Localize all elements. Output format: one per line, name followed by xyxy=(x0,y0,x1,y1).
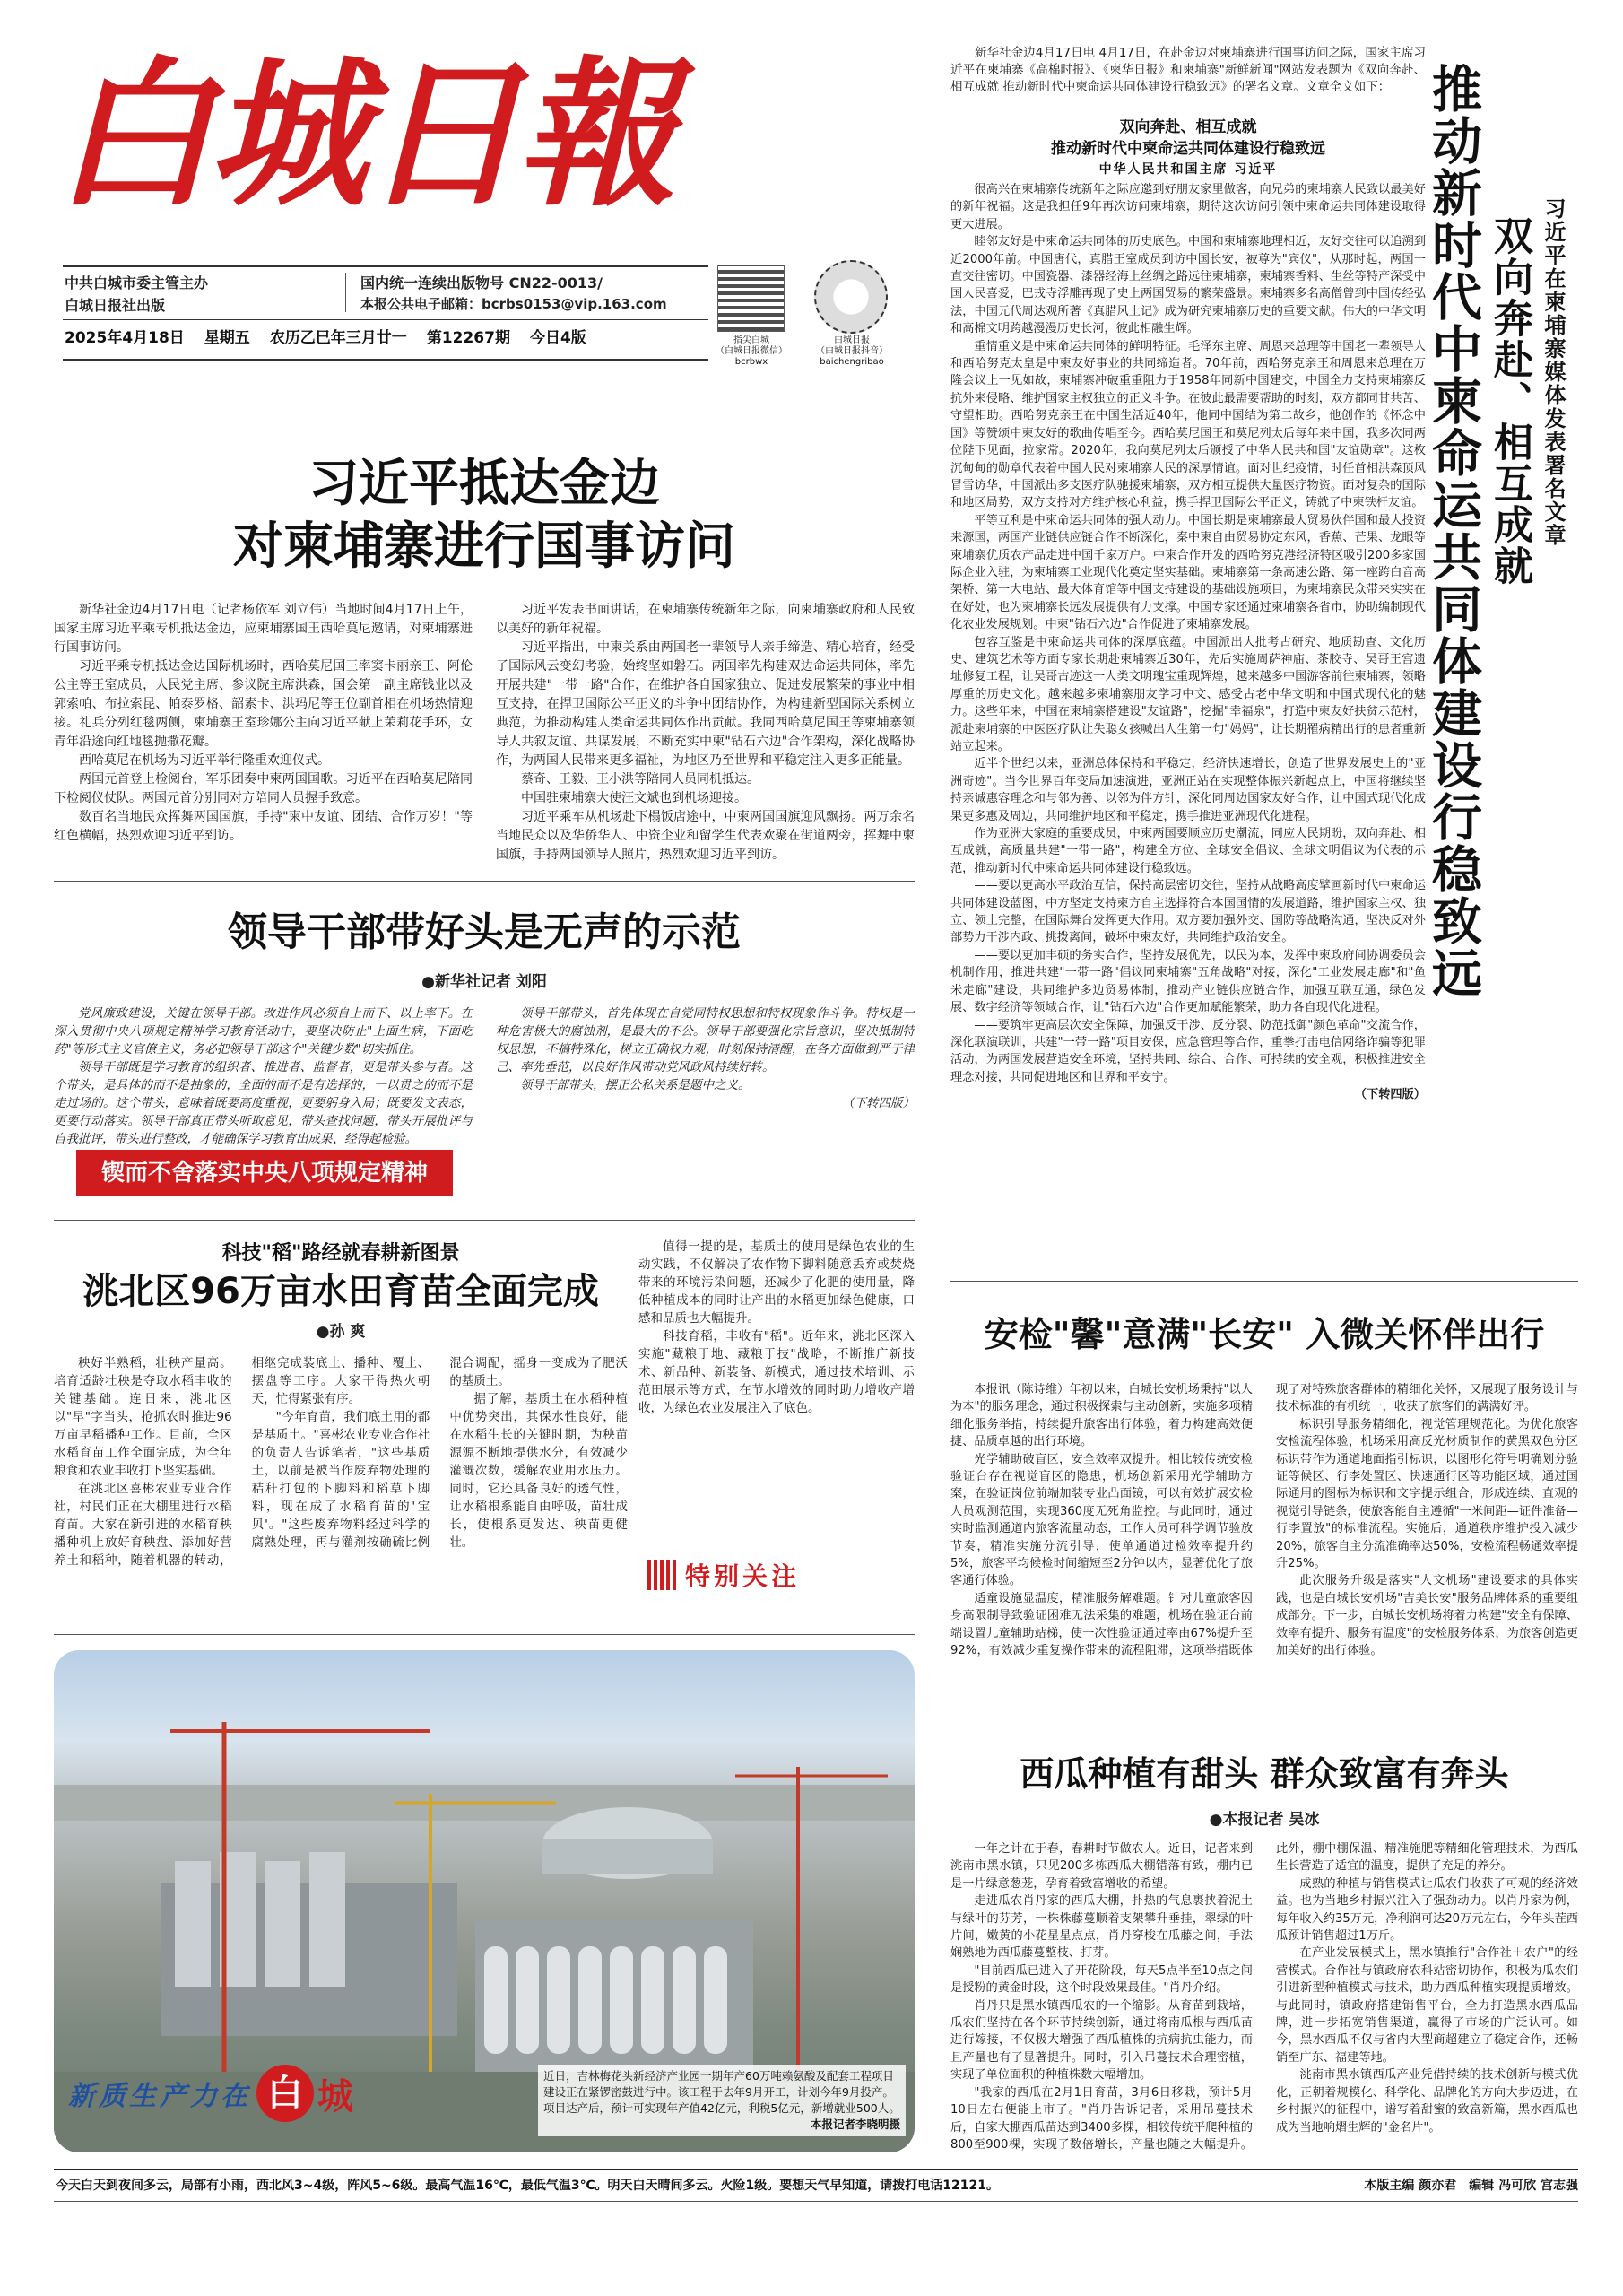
commentary-body: 党风廉政建设，关键在领导干部。改进作风必须自上而下、以上率下。在深入贯彻中央八项规定精神学习教育活动中，要坚决防止"上面生病，下面吃药"等形式主义官僚主义，务必把领导干部这个"关键少数"切实抓住。 领导干部既是学习教育的组织者、推进者、监督者，更是带头参与者。这个带头，是具体的而不是抽象的，全面的而不是有选择的，一以贯之的而不是走过场的。这个带头，意味着既要高度重视，更要躬身入局；既要发文表态，更要行动落实。领导干部真正带头听取意见，带头查找问题，带头开展批评与自我批评，带头进行整改，才能确保学习教育出成果、经得起检验。 领导干部带头，首先体现在自觉同特权思想和特权现象作斗争。特权是一种危害极大的腐蚀剂，是最大的不公。领导干部要强化宗旨意识，坚决抵制特权思想，不搞特殊化，树立正确权力观，时刻保持清醒，在各方面做到严于律己、率先垂范，以良好作风带动党风政风持续好转。 领导干部带头，摆正公私关系是题中之义。 （下转四版） xyxy=(54,1006,915,1146)
lead-headline-line-2: 对柬埔寨进行国事访问 xyxy=(233,517,735,576)
industrial-photo xyxy=(54,1650,915,2152)
safety-headline: 安检"馨"意满"长安" 入微关怀伴出行 xyxy=(984,1315,1545,1354)
agri-kicker: 科技"稻"路经就春耕新图景 xyxy=(221,1242,460,1265)
masthead xyxy=(0,0,928,386)
editors-line: 本版主编 颜亦君 编辑 冯可欣 宫志强 xyxy=(1364,2179,1578,2193)
column-banner: 锲而不舍落实中央八项规定精神 xyxy=(76,1150,453,1196)
lead-body: 新华社金边4月17日电（记者杨依军 刘立伟）当地时间4月17日上午，国家主席习近平乘专机抵达金边，应柬埔寨国王西哈莫尼邀请，对柬埔寨进行国事访问。 习近平乘专机抵达金边国际机场时，西哈莫尼国王率窦卡丽亲王、阿伦公主等王室成员，人民党主席、参议院主席洪森，国会第一副主席钱业以及郭索帕、布拉索昆、帕泰罗格、韶素卡、洪玛尼等王位副首相在机场热情迎接。礼兵分列红毯两侧，柬埔寨王室珍娜公主向习近平献上茉莉花手环，女青年沿途向红地毯抛撒花瓣。 西哈莫尼在机场为习近平举行隆重欢迎仪式。 两国元首登上检阅台，军乐团奏中柬两国国歌。习近平在西哈莫尼陪同下检阅仪仗队。两国元首分别同对方陪同人员握手致意。 数百名当地民众挥舞两国国旗，手持"柬中友谊、团结、合作万岁！"等红色横幅，热烈欢迎习近平到访。 习近平发表书面讲话，在柬埔寨传统新年之际，向柬埔寨政府和人民致以美好的新年祝福。 习近平指出，中柬关系由两国老一辈领导人亲手缔造、精心培育，经受了国际风云变幻考验，始终坚如磐石。两国率先构建双边命运共同体，率先开展共建"一带一路"合作，在维护各自国家独立、促进发展繁荣的事业中相互支持，在捍卫国际公平正义的斗争中团结协作，为构建新型国际关系树立典范，为推动构建人类命运共同体作出贡献。我同西哈莫尼国王等柬埔寨领导人共叙友谊、共谋发展，不断充实中柬"钻石六边"合作架构，深化战略协作，为两国人民带来更多福祉，为地区乃至世界和平稳定注入更多正能量。 蔡奇、王毅、王小洪等陪同人员同机抵达。 中国驻柬埔寨大使汪文斌也到机场迎接。 习近平乘车从机场赴下榻饭店途中，中柬两国国旗迎风飘扬。两万余名当地民众以及华侨华人、中资企业和留学生代表欢聚在街道两旁，挥舞中柬国旗，手持两国领导人照片，热烈欢迎习近平到访。 xyxy=(54,603,915,862)
lead-headline xyxy=(54,453,915,578)
safety-body: 本报讯（陈诗维）年初以来，白城长安机场秉持"以人为本"的服务理念，通过积极探索与主动创新，实施多项精细化服务举措，持续提升旅客出行体验，着力构建高效便捷、品质卓越的出行环境。 光学辅助破盲区，安全效率双提升。相比较传统安检验证台存在视觉盲区的隐患，机场创新采用光学辅助方案，在验证岗位前端加装专业凸面镜，可以有效扩展安检人员观测范围，实现360度无死角监控。与此同时，通过实时监测通道内旅客流量动态，工作人员可科学调节验放节奏，精准实施分流引导，使单通道过检效率提升约5%，旅客平均候检时间缩短至2分钟以内，显著优化了旅客通行体验。 适童设施显温度，精准服务解难题。针对儿童旅客因身高限制导致验证困难无法采集的难题，机场在验证台前端设置儿童辅助站梯，使一次性验证通过率由67%提升至92%，有效减少重复操作带来的流程阻滞，这项举措既体现了对特殊旅客群体的精细化关怀，又展现了服务设计与技术标准的有机统一，收获了旅客们的满满好评。 标识引导服务精细化，视觉管理规范化。为优化旅客安检流程体验，机场采用高反光材质制作的黄黑双色分区标识带作为通道地面指引标识，以图形化符号明确划分验证等候区、行李处置区、快速通行区等功能区域，通过国际通用的图标为标识和文字提示组合，形成连续、直观的视觉引导链条，使旅客能自主遵循"一米间距—证件准备—行李置放"的标准流程。实施后，通道秩序维护投入减少20%，旅客自主分流准确率达50%，安检流程畅通效率提升25%。 此次服务升级是落实"人文机场"建设要求的具体实践，也是白城长安机场"吉美长安"服务品牌体系的重要组成部分。下一步，白城长安机场将着力构建"安全有保障、效率有提升、服务有温度"的安检服务体系，为旅客创造更加美好的出行体验。 xyxy=(950,1383,1578,1658)
xi-article-main-title: 推动新时代中柬命运共同体建设行稳致远 xyxy=(1424,63,1482,999)
wechat-qr-caption: 指尖白城 （白城日报微信） bcrbwx xyxy=(716,335,787,367)
douyin-qr xyxy=(814,260,888,334)
special-tag: 特别关注 xyxy=(647,1553,854,1596)
commentary-headline: 领导干部带好头是无声的示范 xyxy=(228,909,741,955)
xi-article-kicker: 习近平在柬埔寨媒体发表署名文章 xyxy=(1541,197,1566,547)
issue-number: 第12267期 xyxy=(426,329,510,347)
issue-lunar: 农历乙巳年三月廿一 xyxy=(269,329,407,347)
xi-article-intro: 新华社金边4月17日电 4月17日，在赴金边对柬埔寨进行国事访问之际，国家主席习近平在柬埔寨《高棉时报》、《柬华日报》和柬埔寨"新鲜新闻"网站发表题为《双向奔赴、相互成就 推动新时代中柬命运共同体建设行稳致远》的署名文章。文章全文如下： xyxy=(950,46,1426,94)
photo-banner: 新质生产力在 白 城 xyxy=(68,2057,382,2129)
newspaper-logo: 白城日報 xyxy=(54,40,671,228)
issue-date: 2025年4月18日 xyxy=(65,329,185,347)
agri-byline: ●孙 爽 xyxy=(316,1323,366,1341)
xi-article-body: 很高兴在柬埔寨传统新年之际应邀到好朋友家里做客，向兄弟的柬埔寨人民致以最美好的新年祝福。这是我担任9年再次访问柬埔寨，期待这次访问引领中柬命运共同体建设取得更大进展。 睦邻友好是中柬命运共同体的历史底色。中国和柬埔寨地理相近，友好交往可以追溯到近2000年前。中国唐代，真腊王室成员到访中国长安，被尊为"宾仪"，从那时起，两国一直交往密切。中国瓷器、漆器经海上丝绸之路远往柬埔寨，柬埔寨香料、生丝等特产深受中国人民喜爱，巴戎寺浮雕再现了史上两国贸易的繁荣盛景。柬埔寨多名高僧曾到中国传经弘法，中国元代周达观所著《真腊风土记》成为研究柬埔寨历史的重要文献。伟大的中华文明和高棉文明跨越漫漫历史长河，彼此相融生辉。 重情重义是中柬命运共同体的鲜明特征。毛泽东主席、周恩来总理等中国老一辈领导人和西哈努克太皇是中柬友好事业的共同缔造者。70年前，西哈努克亲王和周恩来总理在万隆会议上一见如故，柬埔寨冲破重重阻力于1958年同新中国建交，中国全力支持柬埔寨反抗外来侵略、维护国家主权独立的正义斗争。在彼此最需要帮助的时刻，双方都同甘共苦、守望相助。西哈努克亲王在中国生活近40年，他同中国结为第二故乡，他创作的《怀念中国》等赞颂中柬友好的歌曲传唱至今。西哈莫尼国王和莫尼列太后每年来中国，我多次同两位陛下见面，拉家常。2020年，我向莫尼列太后颁授了中华人民共和国"友谊勋章"。这枚沉甸甸的勋章代表着中国人民对柬埔寨人民的深厚情谊。面对世纪疫情，时任首相洪森顶风冒雪访华，中国派出多支医疗队驰援柬埔寨，双方相互提供大量医疗物资。面对复杂的国际和地区局势，双方支持对方维护核心利益，携手捍卫国际公平正义，铸就了中柬铁杆友谊。 平等互利是中柬命运共同体的强大动力。中国长期是柬埔寨最大贸易伙伴国和最大投资来源国，两国产业链供应链合作不断深化，秦中柬自由贸易协定东风，香蕉、芒果、龙眼等柬埔寨优质农产品走进中国千家万户。中柬合作开发的西哈努克港经济特区吸引200多家国际企业入驻，为柬埔寨工业现代化奠定坚实基础。柬埔寨第一条高速公路、第一座跨白音高架桥、第一大电站、最大体育馆等中国支持建设的基础设施项目，为柬埔寨民众带来实实在在好处，也为柬埔寨长远发展提供有力支撑。中国专家还通过柬埔寨各省市，协助编制现代化农业发展规划。中柬"钻石六边"合作促进了柬埔寨发展。 包容互鉴是中柬命运共同体的深厚底蕴。中国派出大批考古研究、地质勘查、文化历史、建筑艺术等方面专家长期赴柬埔寨近30年，先后实施周萨神庙、茶胶寺、吴哥王宫遗址修复工程，让吴哥古迹这一人类文明瑰宝重现辉煌，越来越多中国游客前往柬埔寨，领略厚重的历史文化。越来越多柬埔寨朋友学习中文、感受古老中华文明和中国式现代化的魅力。这些年来，中国在柬埔寨搭建设"友谊路"，挖掘"幸福泉"，打造中柬友好扶贫示范村，派赴柬埔寨的中医医疗队让失聪女孩喊出人生第一句"妈妈"，让长期罹病精出行的患者重新站立起来。 近半个世纪以来，亚洲总体保持和平稳定，经济快速增长，创造了世界发展史上的"亚洲奇迹"。当今世界百年变局加速演进，亚洲正站在实现整体振兴新起点上，中国将继续坚持亲诚惠容理念和与邻为善、以邻为伴方针，深化同周边国家友好合作，让中国式现代化成果更多惠及周边，共同维护地区和平稳定，携手推进亚洲现代化进程。 作为亚洲大家庭的重要成员，中柬两国要顺应历史潮流，同应人民期盼，双向奔赴、相互成就，高质量共建"一带一路"，构建全方位、全球安全倡议、全球文明倡议为代表的示范，推动新时代中柬命运共同体建设行稳致远。 ——要以更高水平政治互信，保持高层密切交往，坚持从战略高度擘画新时代中柬命运共同体建设蓝图，中方坚定支持柬方自主选择符合本国国情的发展道路，维护国家主权、独立、领土完整，在国际舞台发挥更大作用。双方要加强外交、国防等战略沟通，坚决反对外部势力干涉内政、挑拨离间，破坏中柬友好，共同维护政治安全。 ——要以更加丰硕的务实合作，坚持发展优先，以民为本，发挥中柬政府间协调委员会机制作用，推进共建"一带一路"倡议同柬埔寨"五角战略"对接，深化"工业发展走廊"和"鱼米走廊"建设，共同维护多边贸易体制，推动产业链供应链合作，加强互联互通，绿色发展、数字经济等领域合作，让"钻石六边"合作更加赋能繁荣，助力各自现代化进程。 ——要筑牢更高层次安全保障，加强反干涉、反分裂、防范抵御"颜色革命"交流合作，深化联演联训，共建"一带一路"项目安保，应急管理等合作，重拳打击电信网络诈骗等犯罪活动，为两国发展营造安全环境，坚持共同、综合、合作、可持续的安全观，积极推进安全理念对接，共同促进地区和世界和平安宁。 （下转四版） xyxy=(950,183,1426,1102)
photo-caption: 近日，吉林梅花头新经济产业园一期年产60万吨赖氨酸及配套工程项目建设正在紧锣密鼓进行中。该工程于去年9月开工，计划今年9月投产。项目达产后，预计可实现年产值42亿元，利税5亿元，新增就业500人。 本报记者李晓明摄 xyxy=(538,2065,906,2136)
email-line: 本报公共电子邮箱：bcrbs0153@vip.163.com xyxy=(360,296,667,312)
issue-pages: 今日4版 xyxy=(529,329,586,347)
xi-article-subtitle: 双向奔赴、相互成就 xyxy=(1487,215,1532,587)
issue-weekday: 星期五 xyxy=(204,329,250,347)
date-bar xyxy=(65,325,710,353)
melon-byline: ●本报记者 吴冰 xyxy=(1209,1811,1320,1829)
agri-headline: 洮北区96万亩水田育苗全面完成 xyxy=(82,1271,599,1312)
xi-article-inner-title: 双向奔赴、相互成就 推动新时代中柬命运共同体建设行稳致远 中华人民共和国主席 习近平 xyxy=(1051,118,1325,177)
commentary-byline: ●新华社记者 刘阳 xyxy=(421,973,547,991)
publisher-line-2: 白城日报社出版 xyxy=(65,297,166,314)
wechat-qr xyxy=(717,265,785,332)
melon-body: 一年之计在于春，春耕时节做农人。近日，记者来到洮南市黑水镇，只见200多栋西瓜大棚错落有致，棚内已是一片绿意葱茏，孕育着致富增收的希望。 走进瓜农肖丹家的西瓜大棚，扑热的气息裹挟着泥土与绿叶的芬芳，一株株藤蔓顺着支架攀升垂挂，翠绿的叶片间，嫩黄的小花星星点点，肖丹穿梭在瓜藤之间，手法娴熟地为西瓜藤蔓整枝、打芽。 "目前西瓜已进入了开花阶段，每天5点半至10点之间是授粉的黄金时段，这个时段效果最佳。"肖丹介绍。 肖丹只是黑水镇西瓜农的一个缩影。从育苗到栽培，瓜农们坚持在各个环节持续创新，通过将南瓜根与西瓜苗进行嫁接，不仅极大增强了西瓜植株的抗病抗虫能力，而且产量也有了显著提升。同时，引入吊蔓技术合理密植，实现了单位面积的种植株数大幅增加。 "我家的西瓜在2月1日育苗，3月6日移栽，预计5月10日左右便能上市了。"肖丹告诉记者，采用吊蔓技术后，自家大棚西瓜苗达到3400多棵，相较传统平爬种植的800至900棵，实现了数倍增长，产量也随之大幅提升。此外，棚中棚保温、精准施肥等精细化管理技术，为西瓜生长营造了适宜的温度，提供了充足的养分。 成熟的种植与销售模式让瓜农们收获了可观的经济效益。也为当地乡村振兴注入了强劲动力。以肖丹家为例，每年收入约35万元，净利润可达20万元左右，今年头茬西瓜预计销售超过1万斤。 在产业发展模式上，黑水镇推行"合作社＋农户"的经营模式。合作社与镇政府农科站密切协作，积极为瓜农们引进新型种植模式与技术，助力西瓜种植实现提质增效。与此同时，镇政府搭建销售平台，全力打造黑水西瓜品牌，进一步拓宽销售渠道，赢得了市场的广泛认可。如今，黑水西瓜不仅与省内大型商超建立了稳定合作，还畅销至广东、福建等地。 洮南市黑水镇西瓜产业凭借持续的技术创新与模式优化，正朝着规模化、科学化、品牌化的方向大步迈进，在乡村振兴的征程中，谱写着甜蜜的致富新篇，黑水西瓜也成为当地响熠生辉的"金名片"。 xyxy=(950,1842,1578,2152)
douyin-qr-caption: 白城日报 （白城日报抖音） baichengribao xyxy=(816,335,888,367)
agri-body: 秧好半熟稻，壮秧产量高。培育适龄壮秧是夺取水稻丰收的关键基础。连日来，洮北区以"早"字当头，抢抓农时推进96万亩早稻播种工作。目前，全区水稻育苗工作全面完成，为全年粮食和农业丰收打下坚实基础。 在洮北区喜彬农业专业合作社，村民们正在大棚里进行水稻育苗。大家在新引进的水稻育秧播种机上放好育秧盘、添加好营养土和稻种，随着机器的转动，相继完成装底土、播种、覆土、摆盘等工序。大家干得热火朝天，忙得紧张有序。 "今年育苗，我们底土用的都是基质土。"喜彬农业专业合作社的负责人告诉笔者，"这些基质土，以前是被当作废弃物处理的秸秆打包的下脚料和稻草下脚料，现在成了水稻育苗的'宝贝'。"这些废弃物料经过科学的腐熟处理，再与灌剂按确硫比例混合调配，摇身一变成为了肥沃的基质土。 据了解，基质土在水稻种植中优势突出，其保水性良好，能在水稻生长的关键时期，为秧苗源源不断地提供水分，有效减少灌溉次数，缓解农业用水压力。同时，它还具备良好的透气性，让水稻根系能自由呼吸，苗壮成长，使根系更发达、秧苗更健壮。 xyxy=(54,1356,628,1568)
lead-headline-line-1: 习近平抵达金边 xyxy=(308,455,660,513)
cn-number: 国内统一连续出版物号 CN22-0013/ xyxy=(360,274,603,291)
melon-headline: 西瓜种植有甜头 群众致富有奔头 xyxy=(1020,1754,1509,1794)
weather-line: 今天白天到夜间多云，局部有小雨，西北风3~4级，阵风5~6级。最高气温16℃，最低气温3℃。明天白天晴间多云。火险1级。要想天气早知道，请拨打电话12121。 xyxy=(56,2179,999,2193)
publisher-line-1: 中共白城市委主管主办 xyxy=(65,274,209,291)
bars-icon xyxy=(647,1560,678,1590)
agri-body-right: 值得一提的是，基质土的使用是绿色农业的生动实践，不仅解决了农作物下脚料随意丢弃或焚烧带来的环境污染问题，还减少了化肥的使用量，降低种植成本的同时让产出的水稻更加绿色健康，口感和品质也大幅提升。 科技育稻，丰收有"稻"。近年来，洮北区深入实施"藏粮于地、藏粮于技"战略，不断推广新技术、新品种、新装备、新模式，通过技术培训、示范田展示等方式，在节水增效的同时助力增收产增收，为绿色农业发展注入了底色。 xyxy=(638,1239,915,1415)
